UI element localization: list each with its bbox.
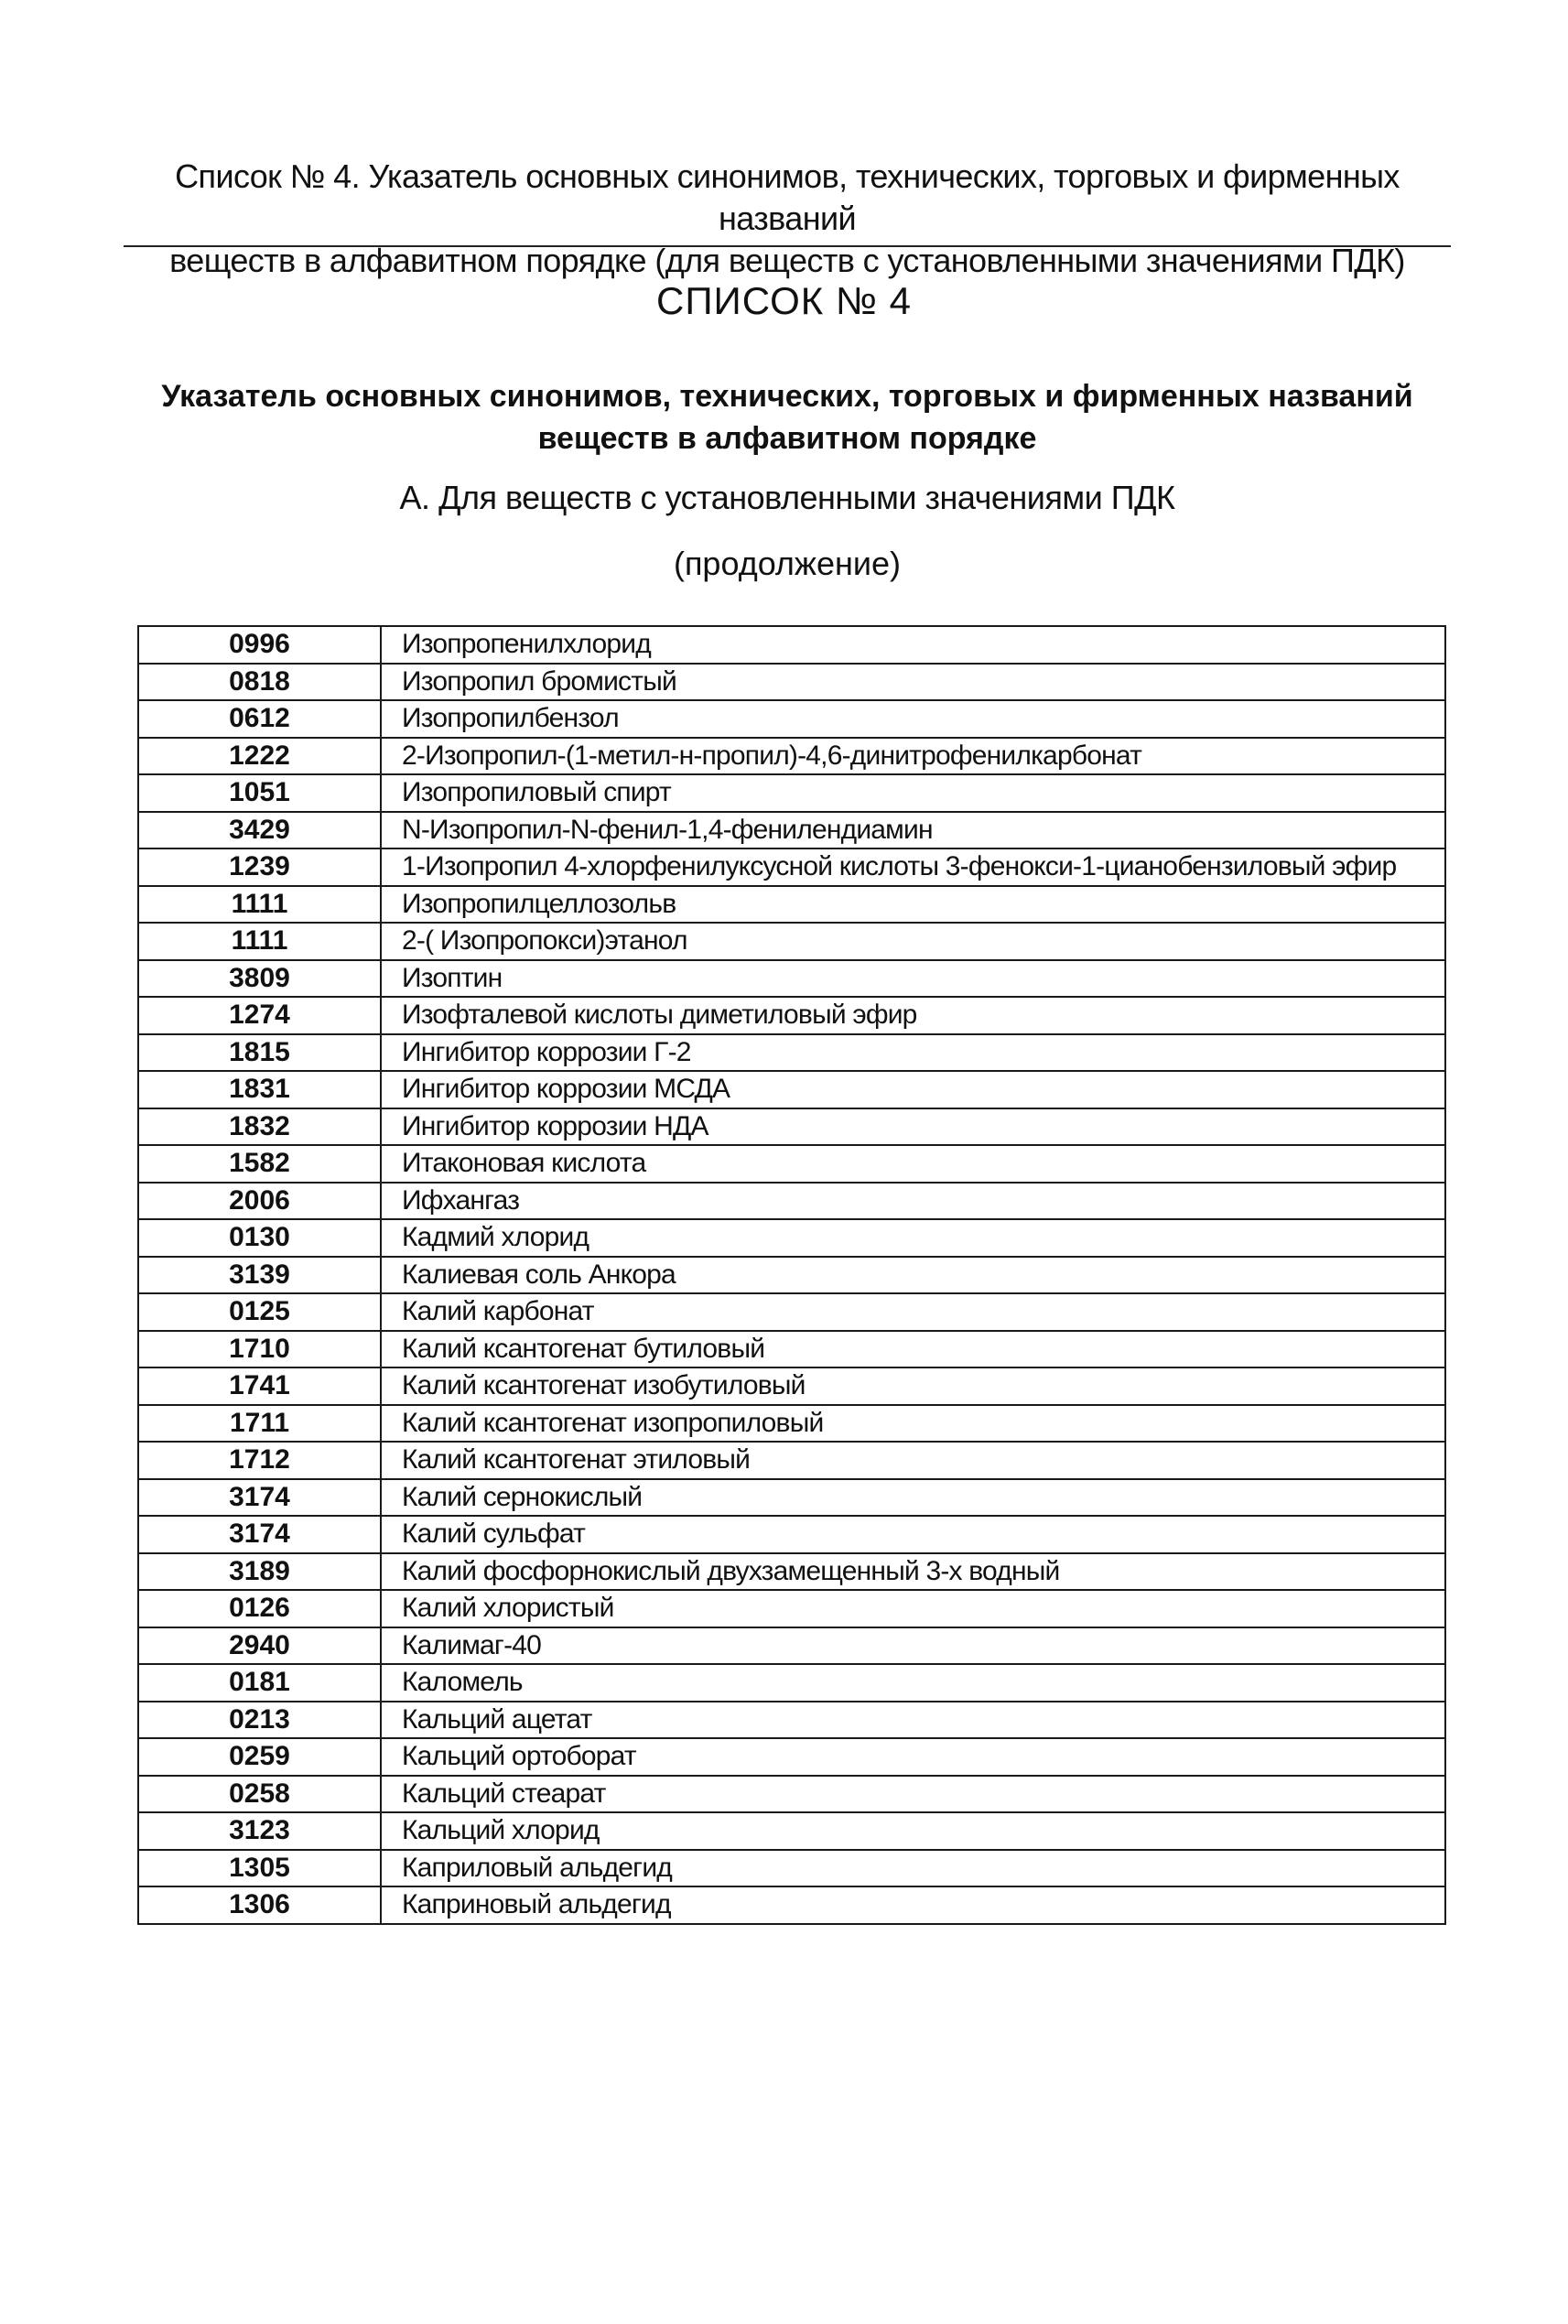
substance-name: Изопропиловый спирт <box>381 774 1445 812</box>
substance-name: Ингибитор коррозии Г-2 <box>381 1034 1445 1072</box>
table-row <box>138 1442 1445 1479</box>
substance-code: 1051 <box>138 774 381 812</box>
substance-code: 0259 <box>138 1738 381 1776</box>
substance-name: Кальций ортоборат <box>381 1738 1445 1776</box>
substance-name: Каприновый альдегид <box>381 1886 1445 1924</box>
section-heading: А. Для веществ с установленными значениями ПДК <box>399 479 1175 516</box>
substance-code: 3189 <box>138 1553 381 1591</box>
index-subtitle-line-1: Указатель основных синонимов, технических, торговых и фирменных названий <box>161 379 1413 414</box>
table-row <box>138 738 1445 775</box>
substance-code: 2006 <box>138 1183 381 1220</box>
substance-name: Изопропилбензол <box>381 700 1445 738</box>
table-row <box>138 1886 1445 1924</box>
synonyms-table <box>137 625 1446 1925</box>
table-row <box>138 1071 1445 1108</box>
substance-name: Ингибитор коррозии МСДА <box>381 1071 1445 1108</box>
substance-code: 3139 <box>138 1257 381 1294</box>
substance-code: 0125 <box>138 1293 381 1331</box>
substance-code: 1111 <box>138 923 381 960</box>
substance-name: Каломель <box>381 1664 1445 1702</box>
running-header-line-2: веществ в алфавитном порядке (для веществ с установленными значениями ПДК) <box>169 242 1405 279</box>
substance-name: 1-Изопропил 4-хлорфенилуксусной кислоты 3-фенокси-1-цианобензиловый эфир <box>381 849 1445 886</box>
synonyms-table-body <box>138 626 1445 1924</box>
substance-code: 0130 <box>138 1219 381 1257</box>
continuation-note: (продолжение) <box>673 545 902 582</box>
substance-code: 1306 <box>138 1886 381 1924</box>
running-header <box>124 156 1451 282</box>
substance-code: 0818 <box>138 664 381 701</box>
substance-code: 3429 <box>138 812 381 849</box>
table-row <box>138 1257 1445 1294</box>
substance-code: 1815 <box>138 1034 381 1072</box>
substance-name: Ингибитор коррозии НДА <box>381 1108 1445 1146</box>
substance-name: Кальций стеарат <box>381 1776 1445 1813</box>
substance-name: Калий карбонат <box>381 1293 1445 1331</box>
table-row <box>138 997 1445 1034</box>
index-subtitle <box>124 375 1451 459</box>
substance-code: 0126 <box>138 1590 381 1627</box>
table-row <box>138 812 1445 849</box>
substance-code: 1710 <box>138 1331 381 1368</box>
substance-name: 2-( Изопропокси)этанол <box>381 923 1445 960</box>
substance-name: Изофталевой кислоты диметиловый эфир <box>381 997 1445 1034</box>
substance-name: Изопропилцеллозольв <box>381 886 1445 924</box>
substance-name: Изопропил бромистый <box>381 664 1445 701</box>
table-row <box>138 626 1445 664</box>
substance-code: 1111 <box>138 886 381 924</box>
substance-code: 0612 <box>138 700 381 738</box>
substance-name: Калий ксантогенат изобутиловый <box>381 1367 1445 1405</box>
substance-name: Кальций ацетат <box>381 1702 1445 1739</box>
substance-name: Кадмий хлорид <box>381 1219 1445 1257</box>
table-row <box>138 1812 1445 1850</box>
substance-code: 1222 <box>138 738 381 775</box>
substance-name: 2-Изопропил-(1-метил-н-пропил)-4,6-динитрофенилкарбонат <box>381 738 1445 775</box>
substance-code: 0258 <box>138 1776 381 1813</box>
substance-name: Изопропенилхлорид <box>381 626 1445 664</box>
table-row <box>138 1516 1445 1553</box>
substance-code: 1832 <box>138 1108 381 1146</box>
page-title: СПИСОК № 4 <box>655 279 912 322</box>
table-row <box>138 960 1445 998</box>
index-subtitle-line-2: веществ в алфавитном порядке <box>537 421 1037 456</box>
table-row <box>138 1108 1445 1146</box>
table-row <box>138 664 1445 701</box>
substance-name: N-Изопропил-N-фенил-1,4-фенилендиамин <box>381 812 1445 849</box>
table-row <box>138 1664 1445 1702</box>
substance-name: Калимаг-40 <box>381 1627 1445 1665</box>
substance-code: 0213 <box>138 1702 381 1739</box>
substance-code: 1711 <box>138 1405 381 1443</box>
table-row <box>138 774 1445 812</box>
substance-code: 1582 <box>138 1145 381 1183</box>
substance-code: 2940 <box>138 1627 381 1665</box>
substance-code: 1305 <box>138 1850 381 1887</box>
table-row <box>138 1219 1445 1257</box>
table-row <box>138 1034 1445 1072</box>
substance-name: Калий сернокислый <box>381 1479 1445 1517</box>
substance-name: Калий ксантогенат бутиловый <box>381 1331 1445 1368</box>
table-row <box>138 700 1445 738</box>
substance-name: Каприловый альдегид <box>381 1850 1445 1887</box>
table-row <box>138 1405 1445 1443</box>
table-row <box>138 1702 1445 1739</box>
substance-name: Изоптин <box>381 960 1445 998</box>
substance-name: Калий ксантогенат этиловый <box>381 1442 1445 1479</box>
table-row <box>138 886 1445 924</box>
substance-code: 1831 <box>138 1071 381 1108</box>
substance-name: Калий ксантогенат изопропиловый <box>381 1405 1445 1443</box>
table-row <box>138 1738 1445 1776</box>
substance-name: Калий хлористый <box>381 1590 1445 1627</box>
substance-name: Калий фосфорнокислый двухзамещенный 3-х водный <box>381 1553 1445 1591</box>
table-row <box>138 1479 1445 1517</box>
table-row <box>138 1293 1445 1331</box>
table-row <box>138 923 1445 960</box>
running-header-line-1: Список № 4. Указатель основных синонимов, технических, торговых и фирменных названий <box>175 157 1400 237</box>
substance-code: 0181 <box>138 1664 381 1702</box>
substance-code: 3123 <box>138 1812 381 1850</box>
table-row <box>138 1183 1445 1220</box>
table-row <box>138 849 1445 886</box>
table-row <box>138 1850 1445 1887</box>
substance-name: Кальций хлорид <box>381 1812 1445 1850</box>
substance-code: 0996 <box>138 626 381 664</box>
substance-code: 1274 <box>138 997 381 1034</box>
substance-code: 1239 <box>138 849 381 886</box>
table-row <box>138 1553 1445 1591</box>
substance-name: Калий сульфат <box>381 1516 1445 1553</box>
header-divider <box>124 245 1451 247</box>
table-row <box>138 1590 1445 1627</box>
table-row <box>138 1367 1445 1405</box>
table-row <box>138 1627 1445 1665</box>
substance-name: Ифхангаз <box>381 1183 1445 1220</box>
substance-name: Итаконовая кислота <box>381 1145 1445 1183</box>
substance-code: 1741 <box>138 1367 381 1405</box>
table-row <box>138 1331 1445 1368</box>
substance-code: 3174 <box>138 1516 381 1553</box>
substance-name: Калиевая соль Анкора <box>381 1257 1445 1294</box>
substance-code: 3174 <box>138 1479 381 1517</box>
table-row <box>138 1776 1445 1813</box>
substance-code: 1712 <box>138 1442 381 1479</box>
table-row <box>138 1145 1445 1183</box>
substance-code: 3809 <box>138 960 381 998</box>
